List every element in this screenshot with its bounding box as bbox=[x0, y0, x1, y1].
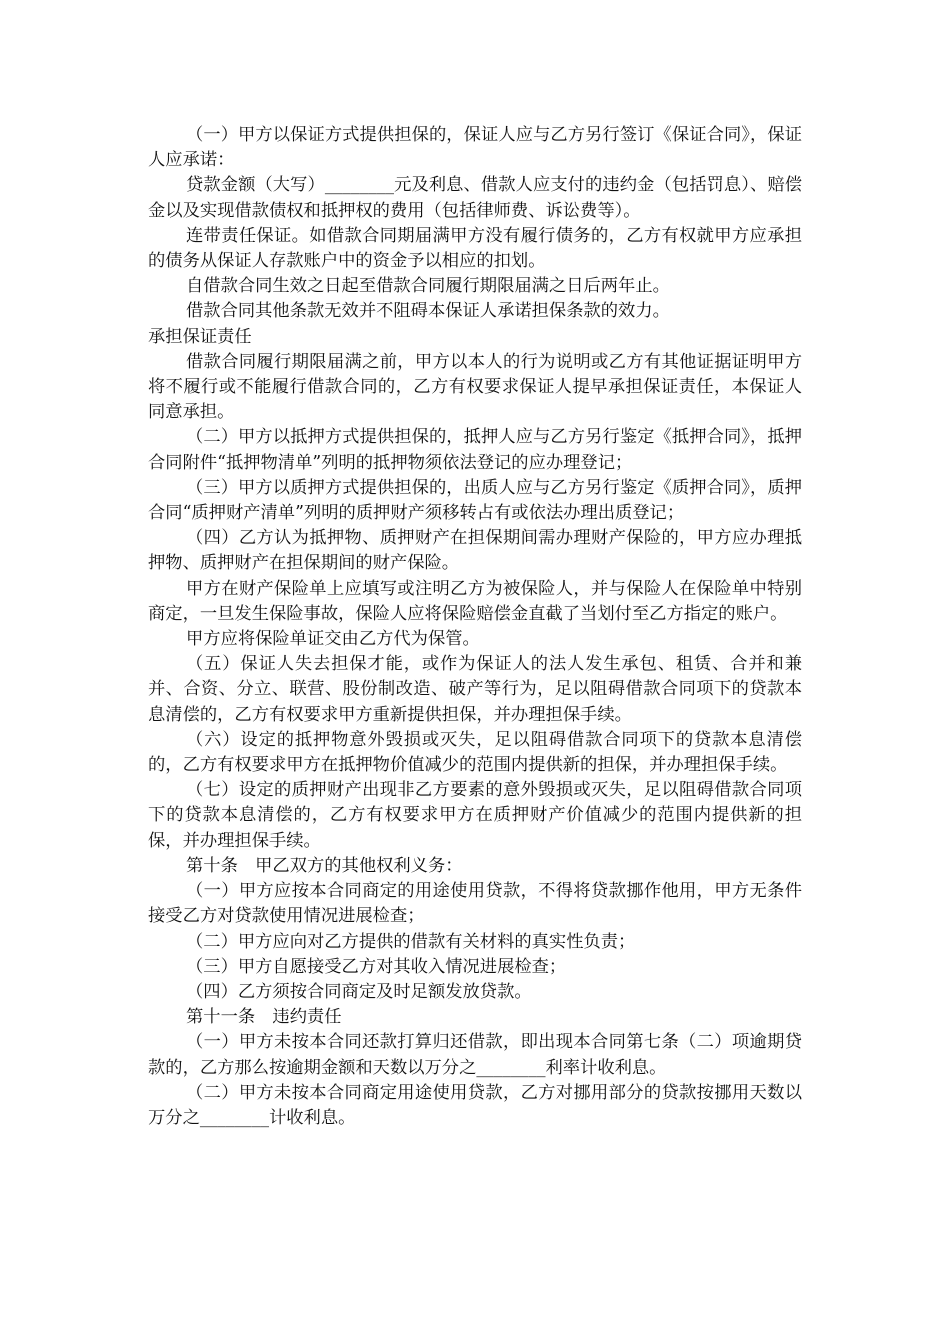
paragraph: （三）甲方自愿接受乙方对其收入情况进展检查； bbox=[186, 956, 567, 977]
paragraph: （四）乙方认为抵押物、质押财产在担保期间需办理财产保险的，甲方应办理抵押物、质押财产在担保期间的财产保险。 bbox=[148, 528, 802, 574]
paragraph: （一）甲方以保证方式提供担保的，保证人应与乙方另行签订《保证合同》，保证人应承诺： bbox=[148, 125, 802, 171]
paragraph: （一）甲方未按本合同还款打算归还借款，即出现本合同第七条（二）项逾期贷款的，乙方那么按逾期金额和天数以万分之________利率计收利息。 bbox=[148, 1032, 802, 1078]
paragraph: 贷款金额（大写）________元及利息、借款人应支付的违约金（包括罚息）、赔偿金以及实现借款债权和抵押权的费用（包括律师费、诉讼费等）。 bbox=[148, 175, 802, 221]
article-heading: 第十一条 违约责任 bbox=[186, 1007, 342, 1028]
paragraph: （二）甲方以抵押方式提供担保的，抵押人应与乙方另行鉴定《抵押合同》，抵押合同附件“抵押物清单”列明的抵押物须依法登记的应办理登记； bbox=[148, 427, 802, 473]
paragraph: （二）甲方应向对乙方提供的借款有关材料的真实性负责； bbox=[186, 931, 636, 952]
article-heading: 第十条 甲乙双方的其他权利义务： bbox=[186, 855, 463, 876]
paragraph: 借款合同其他条款无效并不阻碍本保证人承诺担保条款的效力。 bbox=[186, 301, 670, 322]
paragraph: （四）乙方须按合同商定及时足额发放贷款。 bbox=[186, 981, 532, 1002]
paragraph: 甲方在财产保险单上应填写或注明乙方为被保险人，并与保险人在保险单中特别商定，一旦发生保险事故，保险人应将保险赔偿金直截了当划付至乙方指定的账户。 bbox=[148, 578, 802, 624]
paragraph: （二）甲方未按本合同商定用途使用贷款，乙方对挪用部分的贷款按挪用天数以万分之________计收利息。 bbox=[148, 1082, 802, 1128]
paragraph: （六）设定的抵押物意外毁损或灭失，足以阻碍借款合同项下的贷款本息清偿的，乙方有权要求甲方在抵押物价值减少的范围内提供新的担保，并办理担保手续。 bbox=[148, 729, 802, 776]
paragraph: 自借款合同生效之日起至借款合同履行期限届满之日后两年止。 bbox=[186, 276, 670, 297]
paragraph: （五）保证人失去担保才能，或作为保证人的法人发生承包、租赁、合并和兼并、合资、分立、联营、股份制改造、破产等行为，足以阻碍借款合同项下的贷款本息清偿的，乙方有权要求甲方重新提供担保，并办理担保手续。 bbox=[148, 654, 802, 725]
section-heading: 承担保证责任 bbox=[148, 326, 252, 347]
paragraph: （三）甲方以质押方式提供担保的，出质人应与乙方另行鉴定《质押合同》，质押合同“质押财产清单”列明的质押财产须移转占有或依法办理出质登记； bbox=[148, 477, 802, 524]
paragraph: 借款合同履行期限届满之前，甲方以本人的行为说明或乙方有其他证据证明甲方将不履行或不能履行借款合同的，乙方有权要求保证人提早承担保证责任，本保证人同意承担。 bbox=[148, 351, 802, 423]
paragraph: 连带责任保证。如借款合同期届满甲方没有履行债务的，乙方有权就甲方应承担的债务从保证人存款账户中的资金予以相应的扣划。 bbox=[148, 225, 802, 272]
paragraph: 甲方应将保险单证交由乙方代为保管。 bbox=[186, 629, 480, 650]
paragraph: （七）设定的质押财产出现非乙方要素的意外毁损或灭失，足以阻碍借款合同项下的贷款本息清偿的，乙方有权要求甲方在质押财产价值减少的范围内提供新的担保，并办理担保手续。 bbox=[148, 780, 802, 851]
paragraph: （一）甲方应按本合同商定的用途使用贷款，不得将贷款挪作他用，甲方无条件接受乙方对贷款使用情况进展检查； bbox=[148, 881, 802, 927]
document-body bbox=[148, 123, 802, 1131]
